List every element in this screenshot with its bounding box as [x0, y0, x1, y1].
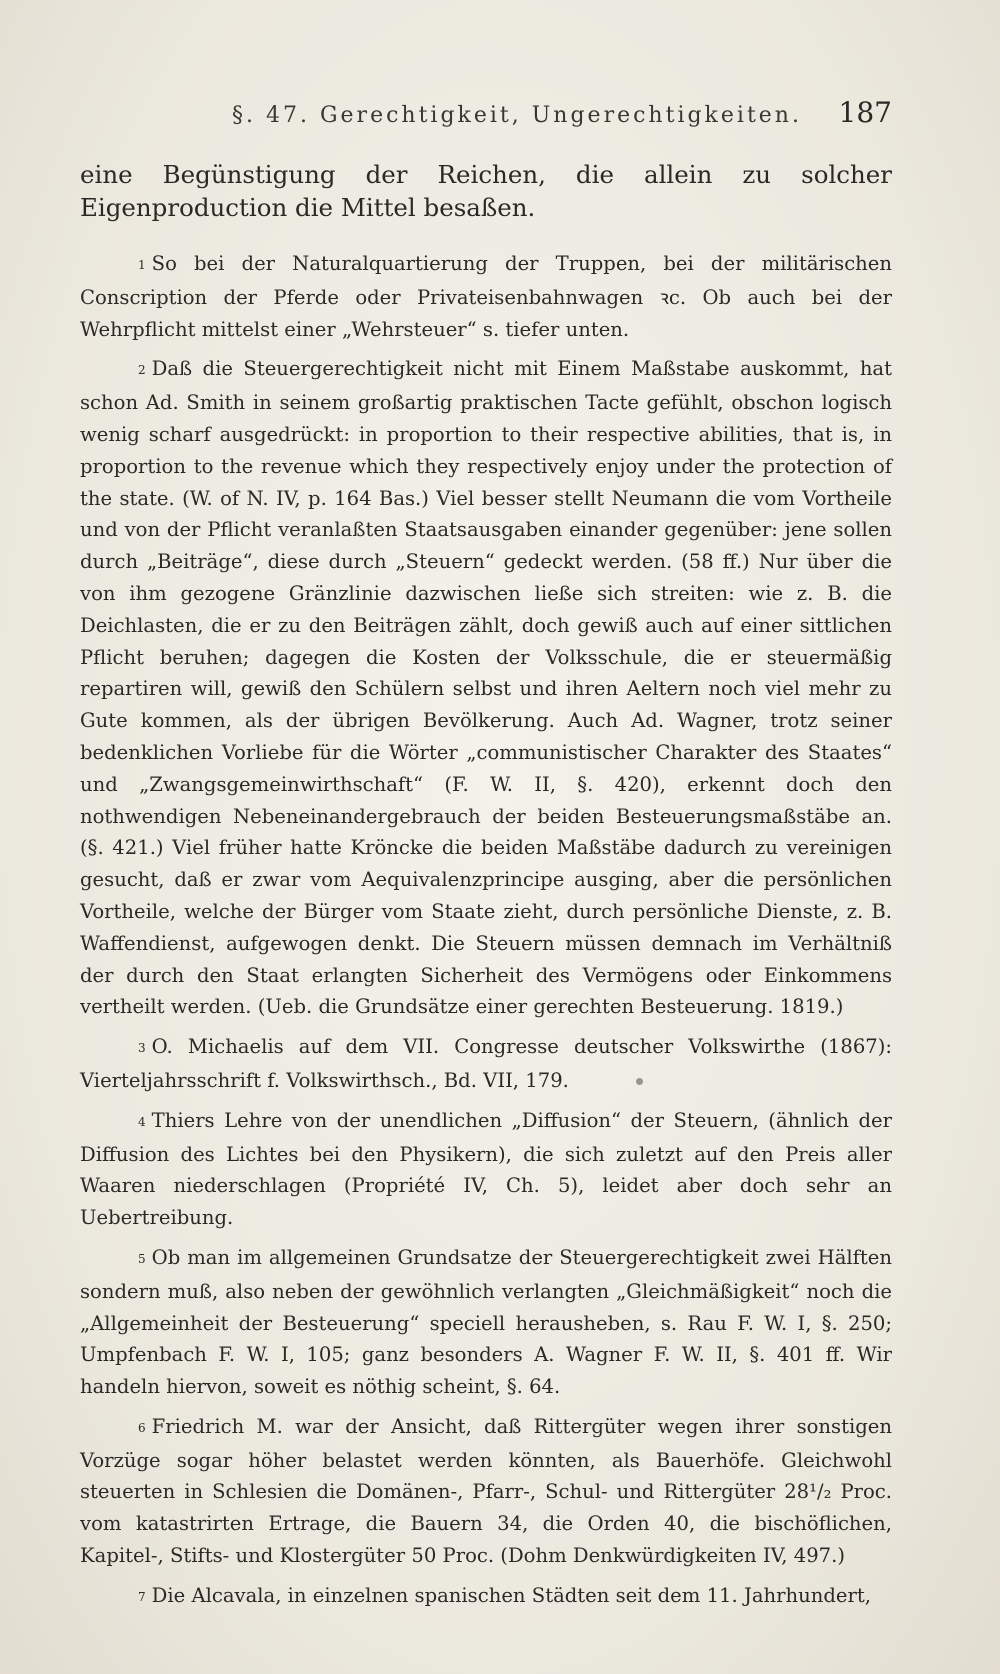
page-number: 187 — [838, 96, 892, 129]
footnote — [80, 1031, 892, 1097]
footnote-text: Ob man im allgemeinen Grundsatze der Steuergerechtigkeit zwei Hälften sondern muß, also neben der gewöhnlich verlangten „Gleichmäßigkeit“ noch die „Allgemeinheit der Besteuerung“ speciell herausheben, s. Rau F. W. I, §. 250; Umpfenbach F. W. I, 105; ganz besonders A. Wagner F. W. II, §. 401 ff. Wir handeln hiervon, soweit es nöthig scheint, §. 64. — [80, 1245, 892, 1399]
page-header — [232, 96, 892, 129]
footnote — [80, 1242, 892, 1403]
footnote-number: 5 — [138, 1251, 146, 1266]
body-paragraph: eine Begünstigung der Reichen, die allein zu solcher Eigenproduction die Mittel besaßen. — [80, 160, 892, 222]
paper-spot — [636, 1078, 643, 1085]
footnote-text: So bei der Naturalquartierung der Truppen, bei der militärischen Conscription der Pferde oder Privateisenbahnwagen ꝛc. Ob auch bei der Wehrpflicht mittelst einer „Wehrsteuer“ s. tiefer unten. — [80, 252, 892, 341]
footnote — [80, 1105, 892, 1234]
footnote — [80, 1580, 892, 1614]
footnote — [80, 353, 892, 1023]
footnote-text: Die Alcavala, in einzelnen spanischen Städten seit dem 11. Jahrhundert, — [151, 1583, 871, 1607]
footnote-number: 7 — [138, 1589, 146, 1604]
footnote — [80, 1411, 892, 1572]
footnote-number: 4 — [138, 1114, 146, 1129]
footnote-number: 2 — [138, 363, 146, 378]
footnotes — [80, 248, 892, 1622]
running-head: §. 47. Gerechtigkeit, Ungerechtigkeiten. — [232, 103, 802, 128]
footnote-number: 6 — [138, 1420, 146, 1435]
footnote-number: 3 — [138, 1041, 146, 1056]
footnote-text: O. Michaelis auf dem VII. Congresse deutscher Volkswirthe (1867): Vierteljahrsschrift f. Volkswirthsch., Bd. VII, 179. — [80, 1035, 892, 1092]
footnote-text: Thiers Lehre von der unendlichen „Diffusion“ der Steuern, (ähnlich der Diffusion des Lichtes bei den Physikern), die sich zuletzt auf den Preis aller Waaren niederschlagen (Propriété IV, Ch. 5), leidet aber doch sehr an Uebertreibung. — [80, 1108, 892, 1230]
footnote-text: Daß die Steuergerechtigkeit nicht mit Einem Maßstabe auskommt, hat schon Ad. Smith in seinem großartig praktischen Tacte gefühlt, obschon logisch wenig scharf ausgedrückt: in proportion to their respective abilities, that is, in proportion to the revenue which they respectively enjoy under the protection of the state. (W. of N. IV, p. 164 Bas.) Viel besser stellt Neumann die vom Vortheile und von der Pflicht veranlaßten Staatsausgaben einander gegenüber: jene sollen durch „Beiträge“, diese durch „Steuern“ gedeckt werden. (58 ff.) Nur über die von ihm gezogene Gränzlinie dazwischen ließe sich streiten: wie z. B. die Deichlasten, die er zu den Beiträgen zählt, doch gewiß auch auf einer sittlichen Pflicht beruhen; dagegen die Kosten der Volksschule, die er steuermäßig repartiren will, gewiß den Schülern selbst und ihren Aeltern noch viel mehr zu Gute kommen, als der übrigen Bevölkerung. Auch Ad. Wagner, trotz seiner bedenklichen Vorliebe für die Wörter „communistischer Charakter des Staates“ und „Zwangsgemeinwirthschaft“ (F. W. II, §. 420), erkennt doch den nothwendigen Nebeneinandergebrauch der beiden Besteuerungsmaßstäbe an. (§. 421.) Viel früher hatte Kröncke die beiden Maßstäbe dadurch zu vereinigen gesucht, daß er zwar vom Aequivalenzprincipe ausging, aber die persönlichen Vortheile, welche der Bürger vom Staate zieht, durch persönliche Dienste, z. B. Waffendienst, aufgewogen denkt. Die Steuern müssen demnach im Verhältniß der durch den Staat erlangten Sicherheit des Vermögens oder Einkommens vertheilt werden. (Ueb. die Grundsätze einer gerechten Besteuerung. 1819.) — [80, 357, 892, 1019]
footnote-text: Friedrich M. war der Ansicht, daß Rittergüter wegen ihrer sonstigen Vorzüge sogar höher belastet werden könnten, als Bauerhöfe. Gleichwohl steuerten in Schlesien die Domänen-, Pfarr-, Schul- und Rittergüter 28¹/₂ Proc. vom katastrirten Ertrage, die Bauern 34, die Orden 40, die bischöflichen, Kapitel-, Stifts- und Klostergüter 50 Proc. (Dohm Denkwürdigkeiten IV, 497.) — [80, 1414, 892, 1568]
footnote — [80, 248, 892, 345]
footnote-number: 1 — [138, 258, 146, 272]
